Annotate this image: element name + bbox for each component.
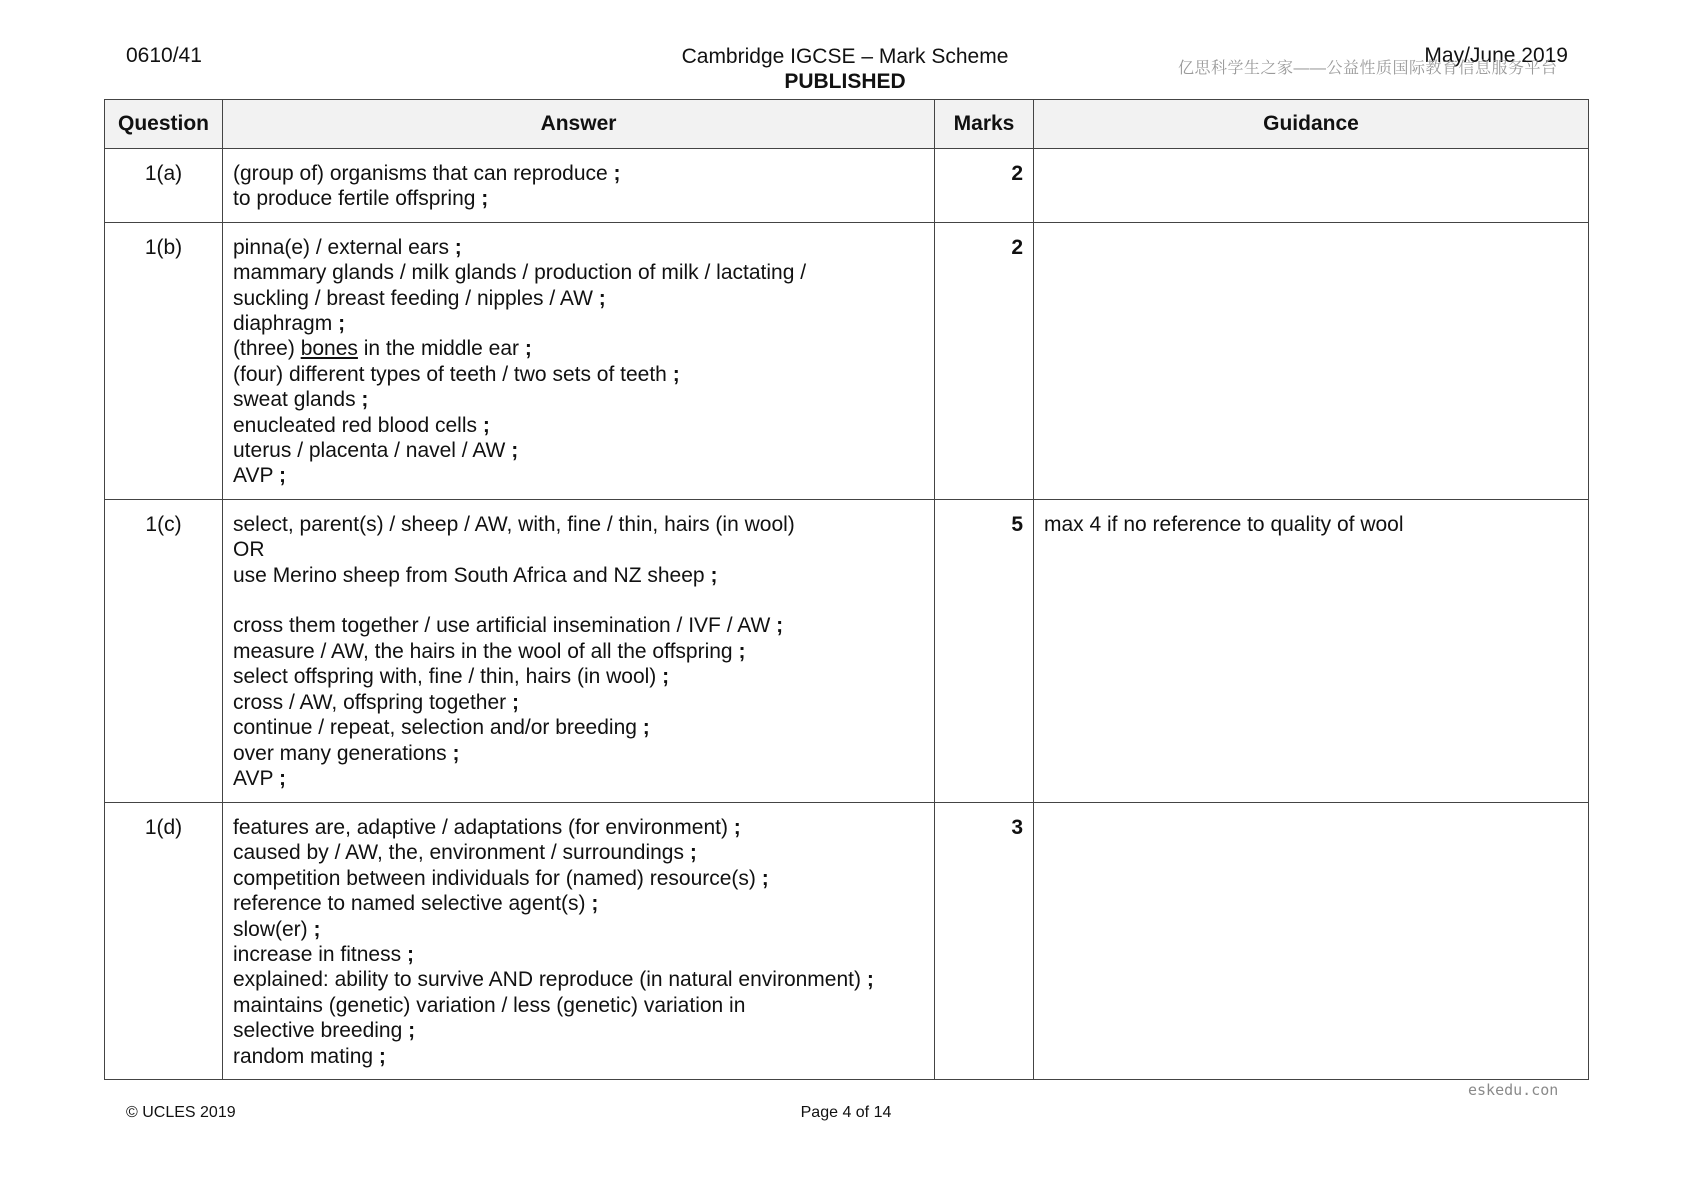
guidance-cell xyxy=(1034,149,1589,223)
answer-line: (three) bones in the middle ear ; xyxy=(233,337,532,361)
marks-value: 5 xyxy=(935,499,1034,802)
answer-line: explained: ability to survive AND reproduce (in natural environment) ; xyxy=(233,968,874,992)
answer-line: (four) different types of teeth / two sets of teeth ; xyxy=(233,362,680,386)
table-header-row xyxy=(105,100,1589,149)
mark-scheme-table xyxy=(104,99,1589,1080)
answer-line: cross them together / use artificial insemination / IVF / AW ; xyxy=(233,614,784,638)
header-question: Question xyxy=(105,100,223,149)
answer-cell xyxy=(223,802,935,1079)
marks-value: 3 xyxy=(935,802,1034,1079)
copyright: © UCLES 2019 xyxy=(126,1104,236,1121)
answer-line: AVP ; xyxy=(233,766,286,790)
header-guidance: Guidance xyxy=(1034,100,1589,149)
paper-code: 0610/41 xyxy=(126,44,202,67)
spacer xyxy=(233,588,924,613)
answer-line: measure / AW, the hairs in the wool of all the offspring ; xyxy=(233,639,746,663)
answer-line: maintains (genetic) variation / less (genetic) variation in xyxy=(233,993,746,1017)
answer-cell xyxy=(223,222,935,499)
table-row xyxy=(105,149,1589,223)
marks-value: 2 xyxy=(935,222,1034,499)
answer-line: pinna(e) / external ears ; xyxy=(233,235,462,259)
page-number: Page 4 of 14 xyxy=(800,1104,892,1121)
table-row xyxy=(105,222,1589,499)
question-number: 1(a) xyxy=(105,149,223,223)
answer-cell xyxy=(223,499,935,802)
answer-line: selective breeding ; xyxy=(233,1019,416,1043)
answer-line: enucleated red blood cells ; xyxy=(233,413,490,437)
answer-line: (group of) organisms that can reproduce ; xyxy=(233,162,621,185)
page-title xyxy=(560,44,1130,94)
marks-value: 2 xyxy=(935,149,1034,223)
answer-line: cross / AW, offspring together ; xyxy=(233,690,519,714)
header-answer: Answer xyxy=(223,100,935,149)
answer-line: increase in fitness ; xyxy=(233,942,414,966)
watermark-url: eskedu.con xyxy=(1468,1081,1559,1099)
answer-line: mammary glands / milk glands / production of milk / lactating / xyxy=(233,261,807,285)
exam-session-date: May/June 2019 xyxy=(1424,44,1568,67)
document-title: Cambridge IGCSE – Mark Scheme xyxy=(681,45,1009,68)
question-number: 1(d) xyxy=(105,802,223,1079)
table-row xyxy=(105,499,1589,802)
answer-line: over many generations ; xyxy=(233,741,460,765)
watermark-text: 亿思科学生之家——公益性质国际教育信息服务平台 xyxy=(1178,60,1558,77)
answer-line: select, parent(s) / sheep / AW, with, fine / thin, hairs (in wool) xyxy=(233,512,795,536)
question-number: 1(c) xyxy=(105,499,223,802)
answer-line: use Merino sheep from South Africa and NZ sheep ; xyxy=(233,563,718,587)
answer-line: continue / repeat, selection and/or breeding ; xyxy=(233,716,650,740)
answer-line: caused by / AW, the, environment / surroundings ; xyxy=(233,841,697,865)
question-number: 1(b) xyxy=(105,222,223,499)
answer-line: suckling / breast feeding / nipples / AW ; xyxy=(233,286,606,310)
answer-line: competition between individuals for (named) resource(s) ; xyxy=(233,866,769,890)
header-marks: Marks xyxy=(935,100,1034,149)
answer-cell xyxy=(223,149,935,223)
answer-line: sweat glands ; xyxy=(233,388,369,412)
answer-line: random mating ; xyxy=(233,1044,386,1068)
guidance-cell: max 4 if no reference to quality of wool xyxy=(1034,499,1589,802)
answer-line: to produce fertile offspring ; xyxy=(233,187,489,211)
guidance-cell xyxy=(1034,222,1589,499)
answer-line: select offspring with, fine / thin, hairs (in wool) ; xyxy=(233,665,670,689)
answer-line: uterus / placenta / navel / AW ; xyxy=(233,439,519,463)
answer-line: reference to named selective agent(s) ; xyxy=(233,892,599,916)
answer-line: OR xyxy=(233,538,265,562)
guidance-cell xyxy=(1034,802,1589,1079)
answer-line: AVP ; xyxy=(233,464,286,488)
answer-line: diaphragm ; xyxy=(233,312,346,336)
status-label: PUBLISHED xyxy=(784,70,906,93)
answer-line: slow(er) ; xyxy=(233,917,321,941)
table-row xyxy=(105,802,1589,1079)
answer-line: features are, adaptive / adaptations (for environment) ; xyxy=(233,815,741,839)
